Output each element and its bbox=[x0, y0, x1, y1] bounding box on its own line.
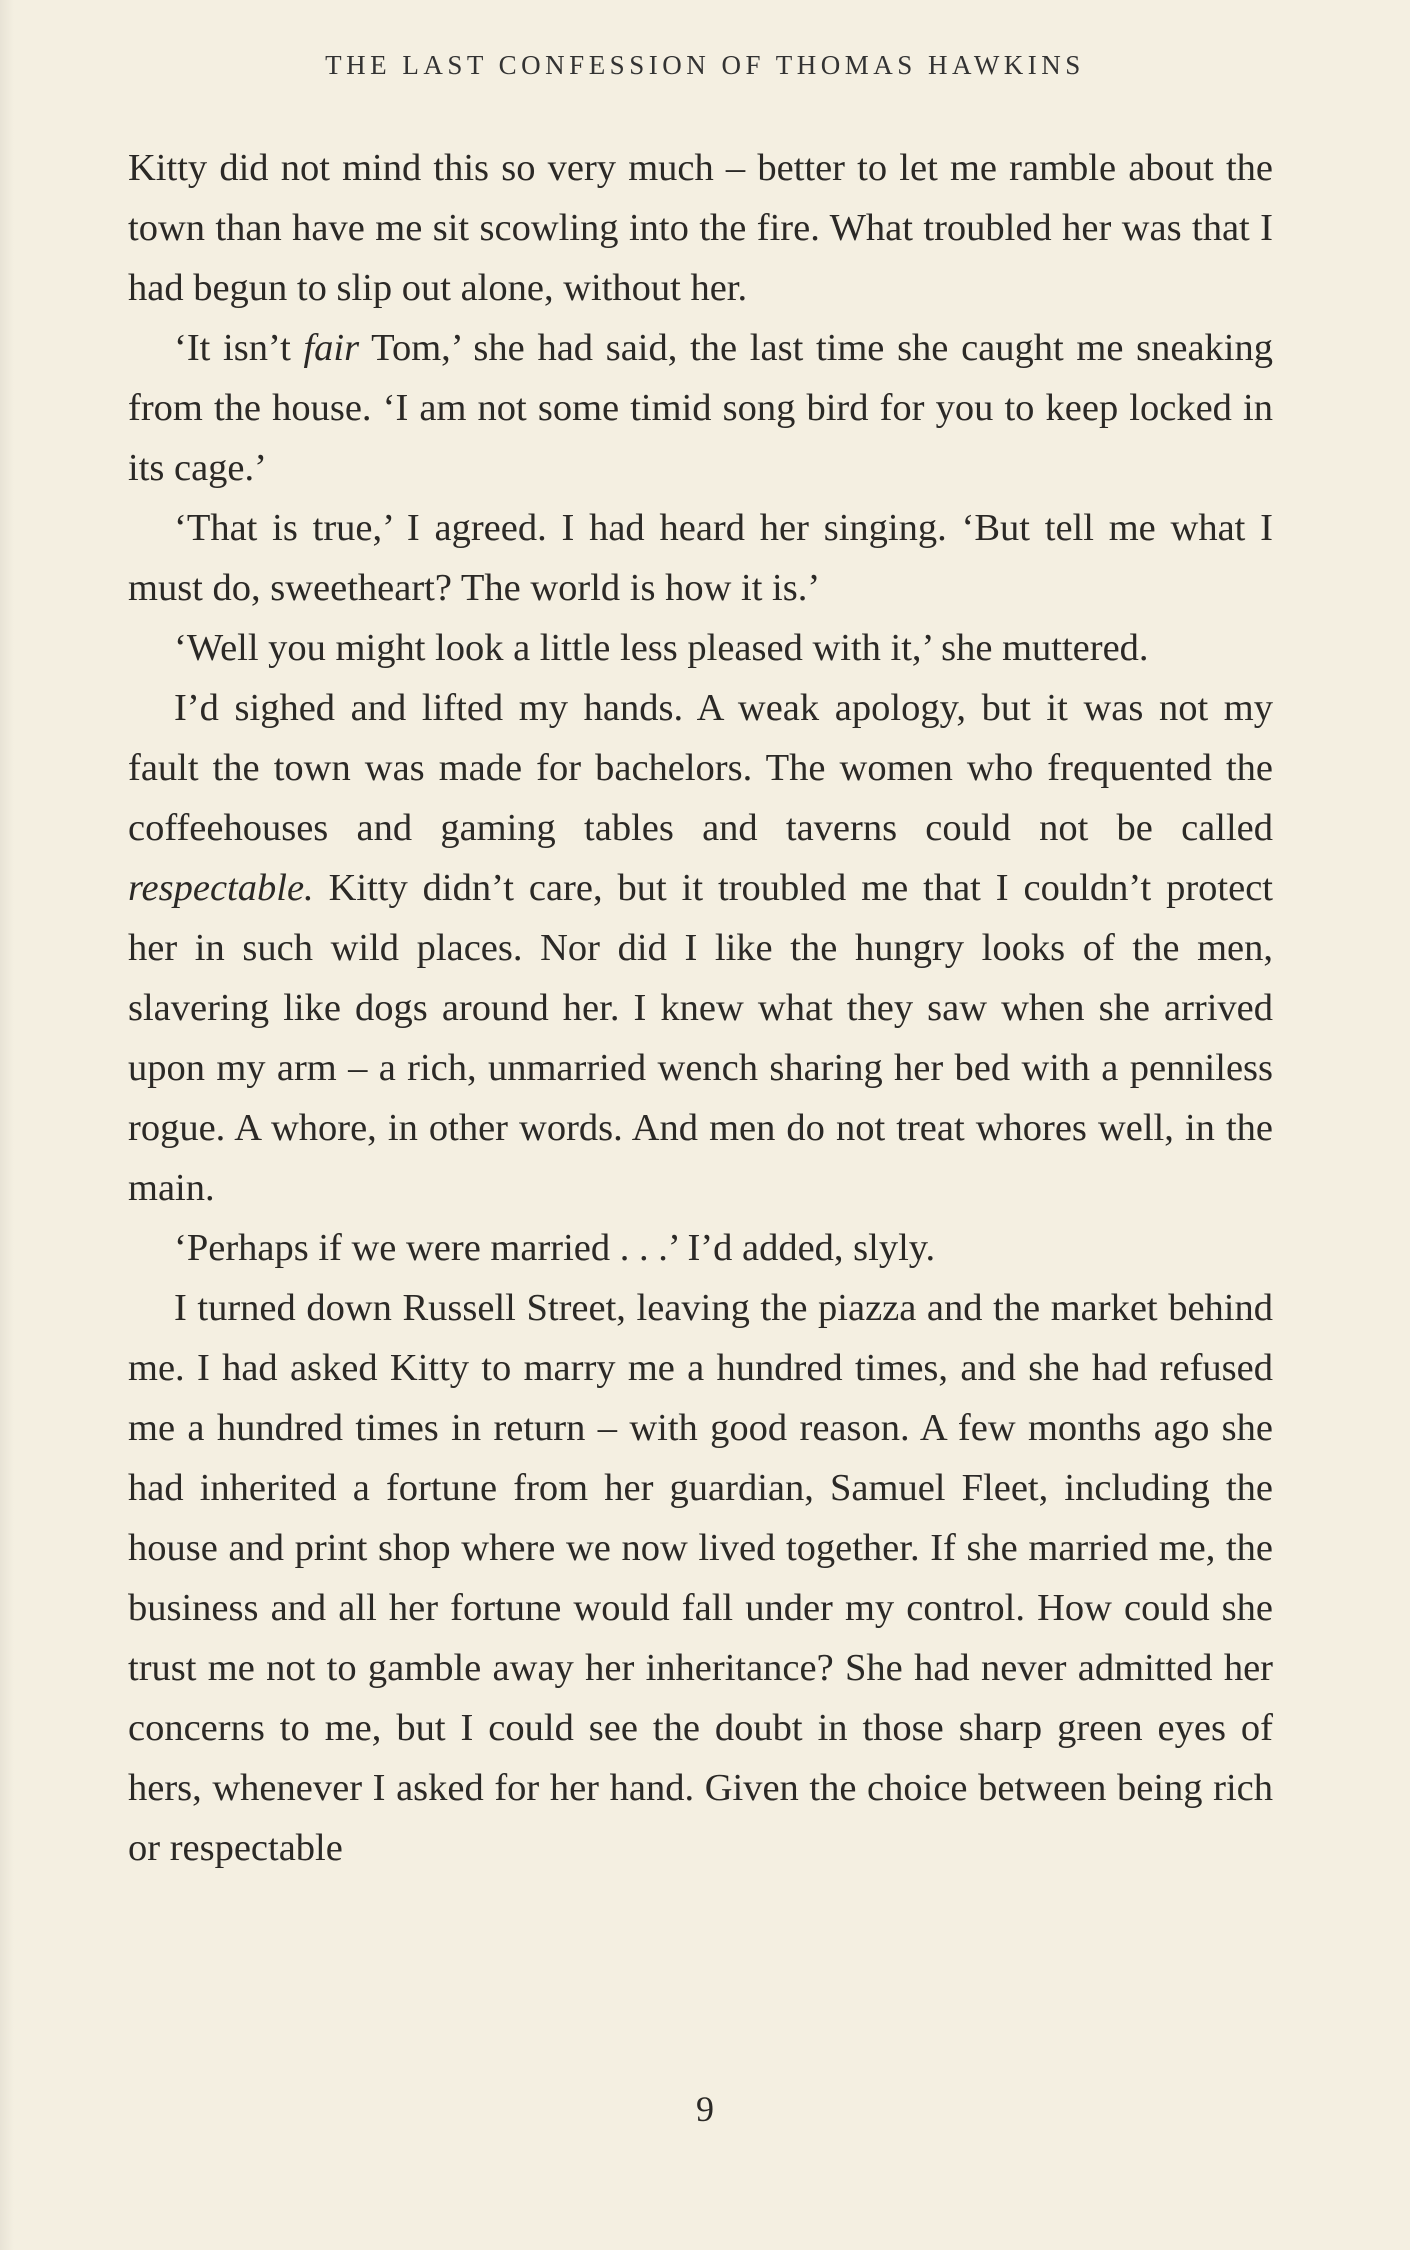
text-segment: ‘Perhaps if we were married . . .’ I’d added, slyly. bbox=[174, 1227, 936, 1269]
text-segment: I turned down Russell Street, leaving the piazza and the market behind me. I had asked Kitty to marry me a hundred times, and she had refused me a hundred times in return – with good reason. A few months ago she had inherited a fortune from her guardian, Samuel Fleet, including the house and print shop where we now lived together. If she married me, the business and all her fortune would fall under my control. How could she trust me not to gamble away her inheritance? She had never admitted her concerns to me, but I could see the doubt in those sharp green eyes of hers, whenever I asked for her hand. Given the choice between being rich or respectable bbox=[128, 1287, 1273, 1869]
paragraph bbox=[128, 678, 1273, 1218]
italic-text: respectable. bbox=[128, 867, 314, 909]
paragraph bbox=[128, 138, 1273, 318]
paragraph bbox=[128, 498, 1273, 618]
italic-text: fair bbox=[303, 327, 360, 369]
text-segment: ‘That is true,’ I agreed. I had heard her singing. ‘But tell me what I must do, sweetheart? The world is how it is.’ bbox=[128, 507, 1273, 609]
text-segment: Kitty didn’t care, but it troubled me that I couldn’t protect her in such wild places. Nor did I like the hungry looks of the men, slavering like dogs around her. I knew what they saw when she arrived upon my arm – a rich, unmarried wench sharing her bed with a penniless rogue. A whore, in other words. And men do not treat whores well, in the main. bbox=[128, 867, 1273, 1209]
text-segment: Tom,’ she had said, the last time she caught me sneaking from the house. ‘I am not some timid song bird for you to keep locked in its cage.’ bbox=[128, 327, 1273, 489]
text-segment: ‘It isn’t bbox=[174, 327, 304, 369]
page-number: 9 bbox=[696, 2089, 714, 2129]
text-segment: Kitty did not mind this so very much – better to let me ramble about the town than have me sit scowling into the fire. What troubled her was that I had begun to slip out alone, without her. bbox=[128, 147, 1273, 309]
paragraph bbox=[128, 1218, 1273, 1278]
text-segment: I’d sighed and lifted my hands. A weak apology, but it was not my fault the town was made for bachelors. The women who frequented the coffeehouses and gaming tables and taverns could not be called bbox=[128, 687, 1273, 849]
paragraph bbox=[128, 618, 1273, 678]
paragraph bbox=[128, 1278, 1273, 1878]
body-text bbox=[128, 138, 1273, 1878]
text-segment: ‘Well you might look a little less pleased with it,’ she muttered. bbox=[174, 627, 1149, 669]
running-head: THE LAST CONFESSION OF THOMAS HAWKINS bbox=[325, 50, 1085, 80]
paragraph bbox=[128, 318, 1273, 498]
gutter-shadow bbox=[0, 0, 14, 2250]
